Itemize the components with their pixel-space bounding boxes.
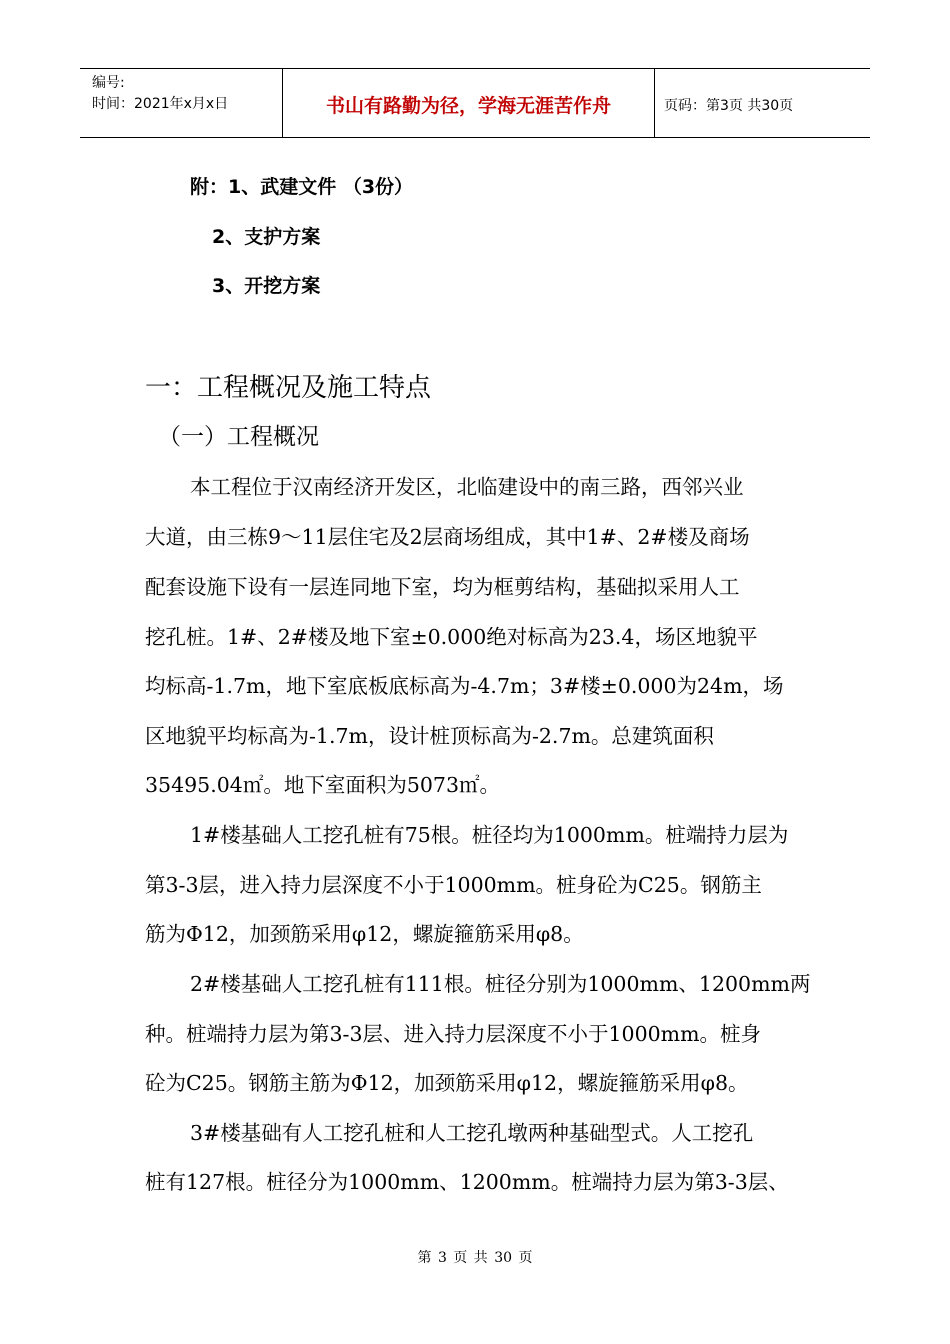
header-page-info: 页码：第3页 共30页 <box>664 98 794 114</box>
header-divider <box>654 69 655 137</box>
body-line: 1#楼基础人工挖孔桩有75根。桩径均为1000mm。桩端持力层为 <box>190 823 789 847</box>
body-line: 35495.04㎡。地下室面积为5073㎡。 <box>145 773 500 797</box>
attachment-item: 2、支护方案 <box>212 226 321 248</box>
body-line: 砼为C25。钢筋主筋为Φ12，加颈筋采用φ12，螺旋箍筋采用φ8。 <box>145 1071 749 1095</box>
body-line: 大道，由三栋9～11层住宅及2层商场组成，其中1#、2#楼及商场 <box>145 525 750 549</box>
number-label: 编号: <box>92 75 125 91</box>
document-header <box>80 68 870 138</box>
body-line: 本工程位于汉南经济开发区，北临建设中的南三路，西邻兴业 <box>190 475 744 499</box>
time-label: 时间：2021年x月x日 <box>92 96 229 112</box>
header-meta <box>92 73 228 115</box>
body-line: 挖孔桩。1#、2#楼及地下室±0.000绝对标高为23.4，场区地貌平 <box>145 625 758 649</box>
body-line: 种。桩端持力层为第3-3层、进入持力层深度不小于1000mm。桩身 <box>145 1022 762 1046</box>
attachment-item: 附：1、武建文件 （3份） <box>190 176 414 198</box>
subsection-title: （一）工程概况 <box>158 424 319 450</box>
body-line: 筋为Φ12，加颈筋采用φ12，螺旋箍筋采用φ8。 <box>145 922 584 946</box>
section-title: 一：工程概况及施工特点 <box>145 373 432 403</box>
body-line: 第3-3层，进入持力层深度不小于1000mm。桩身砼为C25。钢筋主 <box>145 873 762 897</box>
body-line: 区地貌平均标高为-1.7m，设计桩顶标高为-2.7m。总建筑面积 <box>145 724 714 748</box>
attachment-item: 3、开挖方案 <box>212 275 321 297</box>
header-motto: 书山有路勤为径，学海无涯苦作舟 <box>325 95 611 117</box>
body-line: 2#楼基础人工挖孔桩有111根。桩径分别为1000mm、1200mm两 <box>190 972 811 996</box>
body-line: 均标高-1.7m，地下室底板底标高为-4.7m；3#楼±0.000为24m，场 <box>145 674 784 698</box>
body-line: 3#楼基础有人工挖孔桩和人工挖孔墩两种基础型式。人工挖孔 <box>190 1121 754 1145</box>
body-line: 桩有127根。桩径分为1000mm、1200mm。桩端持力层为第3-3层、 <box>145 1170 789 1194</box>
page-footer: 第 3 页 共 30 页 <box>417 1250 533 1266</box>
body-line: 配套设施下设有一层连同地下室，均为框剪结构，基础拟采用人工 <box>145 575 740 599</box>
